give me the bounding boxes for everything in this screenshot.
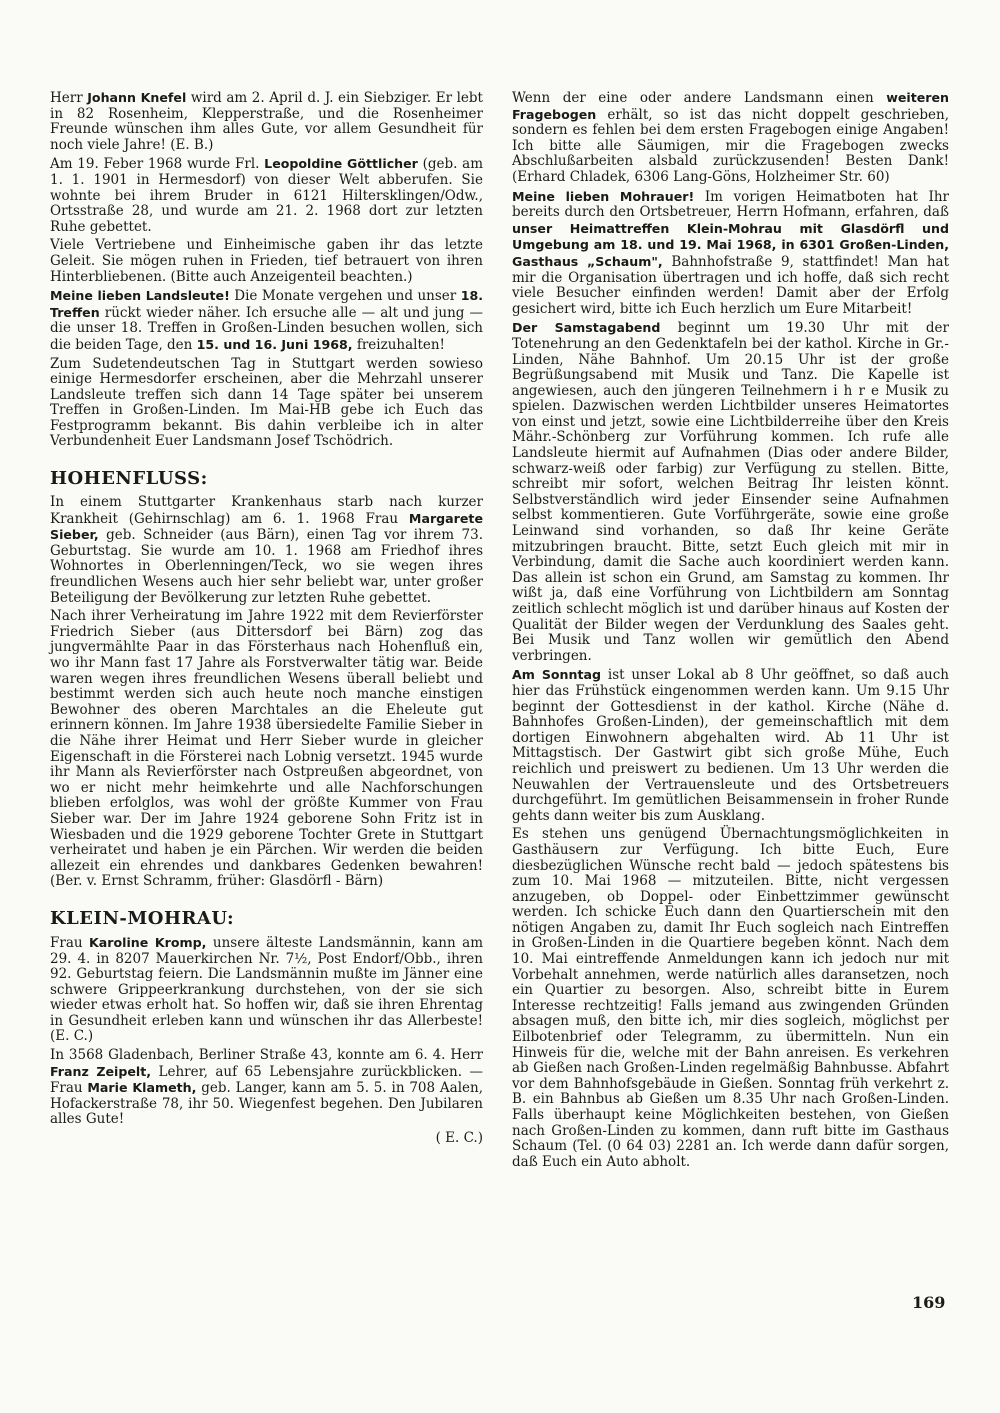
left-column: [50, 90, 488, 1150]
saturday-evening-paragraph: Der Samstagabend beginnt um 19.30 Uhr mit der Totenehrung an den Gedenktafeln bei der kathol. Kirche in Gr.-Linden, Nähe Bahnhof. Um 20.15 Uhr ist der große Begrüßungsabend mit Musik und Tanz. Die Kapelle ist angewiesen, auch den jüngeren Teilnehmern i h r e Musik zu spielen. Dazwischen werden Lichtbilder unseres Heimatortes von einst und jetzt, sowie eine Lichtbilderreihe über den Kreis Mähr.-Schönberg zur Vorführung kommen. Ich rufe alle Landsleute hiermit auf Aufnahmen (Dias oder andere Bilder, schwarz-weiß oder farbig) zur Verfügung zu stellen. Bitte, schreibt mir sofort, welchen Beitrag Ihr leisten könnt. Selbstverständlich wird jeder Einsender seine Aufnahmen selbst kommentieren. Gute Vorführgeräte, sowie eine große Leinwand sind vorhanden, so daß Ihr keine Geräte mitzubringen braucht. Bitte, setzt Euch gleich mit mir in Verbindung, damit die Sache auch koordiniert werden kann. Das allein ist schon ein Grund, am Samstag zu kommen. Ihr wißt ja, daß eine Vorführung von Lichtbildern am Sonntag zeitlich schlecht möglich ist und darüber hinaus auf Kosten der Qualität der Bilder wegen der Verdunklung des Saales geht. Bei Musik und Tanz wollen wir gemütlich den Abend verbringen.: [512, 320, 954, 664]
name-leopoldine-goettlicher: Leopoldine Göttlicher: [264, 156, 418, 172]
page-number: 169: [912, 1293, 946, 1312]
birthday-kromp: Frau Karoline Kromp, unsere älteste Landsmännin, kann am 29. 4. in 8207 Mauerkirchen Nr. 7½, Post Endorf/Obb., ihren 92. Geburtstag feiern. Die Landsmännin mußte im Jänner eine schwere Grippeerkrankung durchstehen, von der sie sich wieder etwas erholt hat. So hoffen wir, daß sie ihren Ehrentag in Gesundheit erleben kann und wünschen ihr das Allerbeste! (E. C.): [50, 934, 488, 1045]
right-column: [512, 90, 954, 1173]
name-karoline-kromp: Karoline Kromp,: [89, 934, 207, 950]
section-heading-hohenfluss: HOHENFLUSS:: [50, 468, 208, 490]
birthdays-zeipelt-klameth: In 3568 Gladenbach, Berliner Straße 43, konnte am 6. 4. Herr Franz Zeipelt, Lehrer, auf 65 Lebensjahre zurückblicken. — Frau Marie Klameth, geb. Langer, kann am 5. 5. in 708 Aalen, Hofackerstraße 78, ihr 50. Wiegenfest begehen. Den Jubilaren alles Gute!: [50, 1047, 488, 1128]
name-marie-klameth: Marie Klameth,: [87, 1080, 197, 1096]
sudetendeutscher-tag-paragraph: Zum Sudetendeutschen Tag in Stuttgart werden sowieso einige Hermesdorfer erscheinen, aber die Mehrzahl unserer Landsleute treffen sich dann 14 Tage später bei unserem Treffen in Großen-Linden. Im Mai-HB gebe ich Euch das Festprogramm bekannt. Bis dahin verbleibe ich in alter Verbundenheit Euer Landsmann Josef Tschödrich.: [50, 355, 483, 450]
mohrau-meeting-paragraph: Meine lieben Mohrauer! Im vorigen Heimatboten hat Ihr bereits durch den Ortsbetreuer, Herrn Hofmann, erfahren, daß unser Heimattreffen Klein-Mohrau mit Glasdörfl und Umgebung am 18. und 19. Mai 1968, in 6301 Großen-Linden, Gasthaus „Schaum", Bahnhofstraße 9, stattfindet! Man hat mir die Organisation übertragen und ich hoffe, daß sich recht viele Besucher einfinden werden! Damit aber der Erfolg gesichert wird, bitte ich Euch herzlich um Eure Mitarbeit!: [512, 188, 954, 317]
signature-ec: ( E. C.): [435, 1130, 483, 1147]
meeting-announcement: Meine lieben Landsleute! Die Monate vergehen und unser 18. Treffen rückt wieder näher. Ich ersuche alle — alt und jung — die unser 18. Treffen in Großen-Linden besuchen wollen, sich die beiden Tage, den 15. und 16. Juni 1968, freizuhalten!: [50, 288, 488, 353]
funeral-paragraph: Viele Vertriebene und Einheimische gaben ihr das letzte Geleit. Sie mögen ruhen in Frieden, tief betrauert von ihren Hinterbliebenen. (Bitte auch Anzeigenteil beachten.): [50, 237, 483, 285]
obituary-sieber: In einem Stuttgarter Krankenhaus starb nach kurzer Krankheit (Gehirnschlag) am 6. 1. 1968 Frau Margarete Sieber, geb. Schneider (aus Bärn), einen Tag vor ihrem 73. Geburtstag. Sie wurde am 10. 1. 1968 am Friedhof ihres Wohnortes in Oberlenningen/Teck, wo sie wegen ihres freundlichen Wesens auch hier sehr beliebt war, unter großer Beteiligung der Bevölkerung zur letzten Ruhe gebettet.: [50, 494, 488, 606]
section-heading-klein-mohrau: KLEIN-MOHRAU:: [50, 907, 235, 929]
obituary-goettlicher: Am 19. Feber 1968 wurde Frl. Leopoldine Göttlicher (geb. am 1. 1. 1901 in Hermesdorf) von dieser Welt abberufen. Sie wohnte bei ihrem Bruder in 6121 Hiltersklingen/Odw., Ortsstraße 28, und wurde am 21. 2. 1968 dort zur letzten Ruhe gebettet.: [50, 156, 488, 235]
name-margarete-sieber: Margarete Sieber,: [50, 510, 483, 543]
sunday-paragraph: Am Sonntag ist unser Lokal ab 8 Uhr geöffnet, so daß auch hier das Frühstück eingenommen werden kann. Um 9.15 Uhr beginnt der Gottesdienst in der kathol. Kirche (Nähe d. Bahnhofes Großen-Linden), der gemeinschaftlich mit dem dortigen Einwohnern abgehalten wird. Ab 11 Uhr ist Mittagstisch. Der Gastwirt gibt sich große Mühe, Euch reichlich und preiswert zu bedienen. Um 13 Uhr werden die Neuwahlen der Vertrauensleute und des Ortsbetreuers durchgeführt. Im gemütlichen Beisammensein in froher Runde gehts dann weiter bis zum Ausklang.: [512, 667, 954, 824]
name-franz-zeipelt: Franz Zeipelt,: [50, 1063, 152, 1079]
questionnaire-paragraph: Wenn der eine oder andere Landsmann einen weiteren Fragebogen erhält, so ist das nicht doppelt geschrieben, sondern es fehlen bei dem ersten Fragebogen einige Angaben! Ich bitte alle Säumigen, mir die Fragebogen zwecks Abschlußarbeiten alsbald zurückzusenden! Besten Dank! (Erhard Chladek, 6306 Lang-Göns, Holzheimer Str. 60): [512, 90, 954, 185]
name-johann-knefel: Johann Knefel: [87, 90, 187, 105]
accommodation-paragraph: Es stehen uns genügend Übernachtungsmöglichkeiten in Gasthäusern zur Verfügung. Ich bitte Euch, Eure diesbezüglichen Wünsche recht bald — jedoch spätestens bis zum 10. Mai 1968 — mitzuteilen. Bitte, nicht vergessen anzugeben, ob Doppel- oder Einbettzimmer gewünscht werden. Ich schicke Euch dann den Quartierschein mit den nötigen Angaben zu, damit Ihr Euch sogleich nach Eintreffen in Großen-Linden in die Quartiere begeben könnt. Nach dem 10. Mai eintreffende Anmeldungen kann ich jedoch nur mit Vorbehalt annehmen, werde natürlich alles daransetzen, noch ein Quartier zu besorgen. Also, schreibt bitte in Eurem Interesse rechtzeitig! Falls jemand aus zwingenden Gründen absagen muß, den bitte ich, mir dies sogleich, möglichst per Eilbotenbrief oder Telegramm, zu übermitteln. Nun ein Hinweis für die, welche mit der Bahn anreisen. Es verkehren ab Gießen nach Großen-Linden regelmäßig Bahnbusse. Abfahrt vor dem Bahnhofsgebäude in Gießen. Sonntag früh verkehrt z. B. ein Bahnbus ab Gießen um 8.35 Uhr nach Großen-Linden. Falls überhaupt keine Möglichkeiten bestehen, von Gießen nach Großen-Linden zu kommen, dann ruft bitte im Gasthaus Schaum (Tel. (0 64 03) 2281 an. Ich werde dann dafür sorgen, daß Euch ein Auto abholt.: [512, 826, 949, 1170]
sieber-biography: Nach ihrer Verheiratung im Jahre 1922 mit dem Revierförster Friedrich Sieber (aus Dittersdorf bei Bärn) zog das jungvermählte Paar in das Försterhaus nach Hohenfluß ein, wo ihr Mann fast 17 Jahre als Forstverwalter tätig war. Beide waren wegen ihres freundlichen Wesens überall beliebt und bestimmt werden sich auch heute noch manche einstigen Bewohner des oberen Marchtales an die Eheleute gut erinnern können. Im Jahre 1938 übersiedelte Familie Sieber in die Nähe ihrer Heimat und Herr Sieber wurde in gleicher Eigenschaft in die Försterei nach Lobnig versetzt. 1945 wurde ihr Mann als Revierförster nach Ostpreußen abgeordnet, von wo er nicht mehr heimkehrte und alle Nachforschungen blieben erfolglos, was wohl der größte Kummer von Frau Sieber war. Der im Jahre 1924 geborene Sohn Fritz ist in Wiesbaden und die 1929 geborene Tochter Grete in Stuttgart verheiratet und haben je ein Pärchen. Wir werden die beiden allezeit ein ehrendes und dankbares Gedenken bewahren! (Ber. v. Ernst Schramm, früher: Glasdörfl - Bärn): [50, 608, 483, 890]
birthday-knefel: Herr Johann Knefel wird am 2. April d. J. ein Siebziger. Er lebt in 82 Rosenheim, Klepperstraße, und die Rosenheimer Freunde wünschen ihm alles Gute, vor allem Gesundheit für noch viele Jahre! (E. B.): [50, 90, 488, 153]
